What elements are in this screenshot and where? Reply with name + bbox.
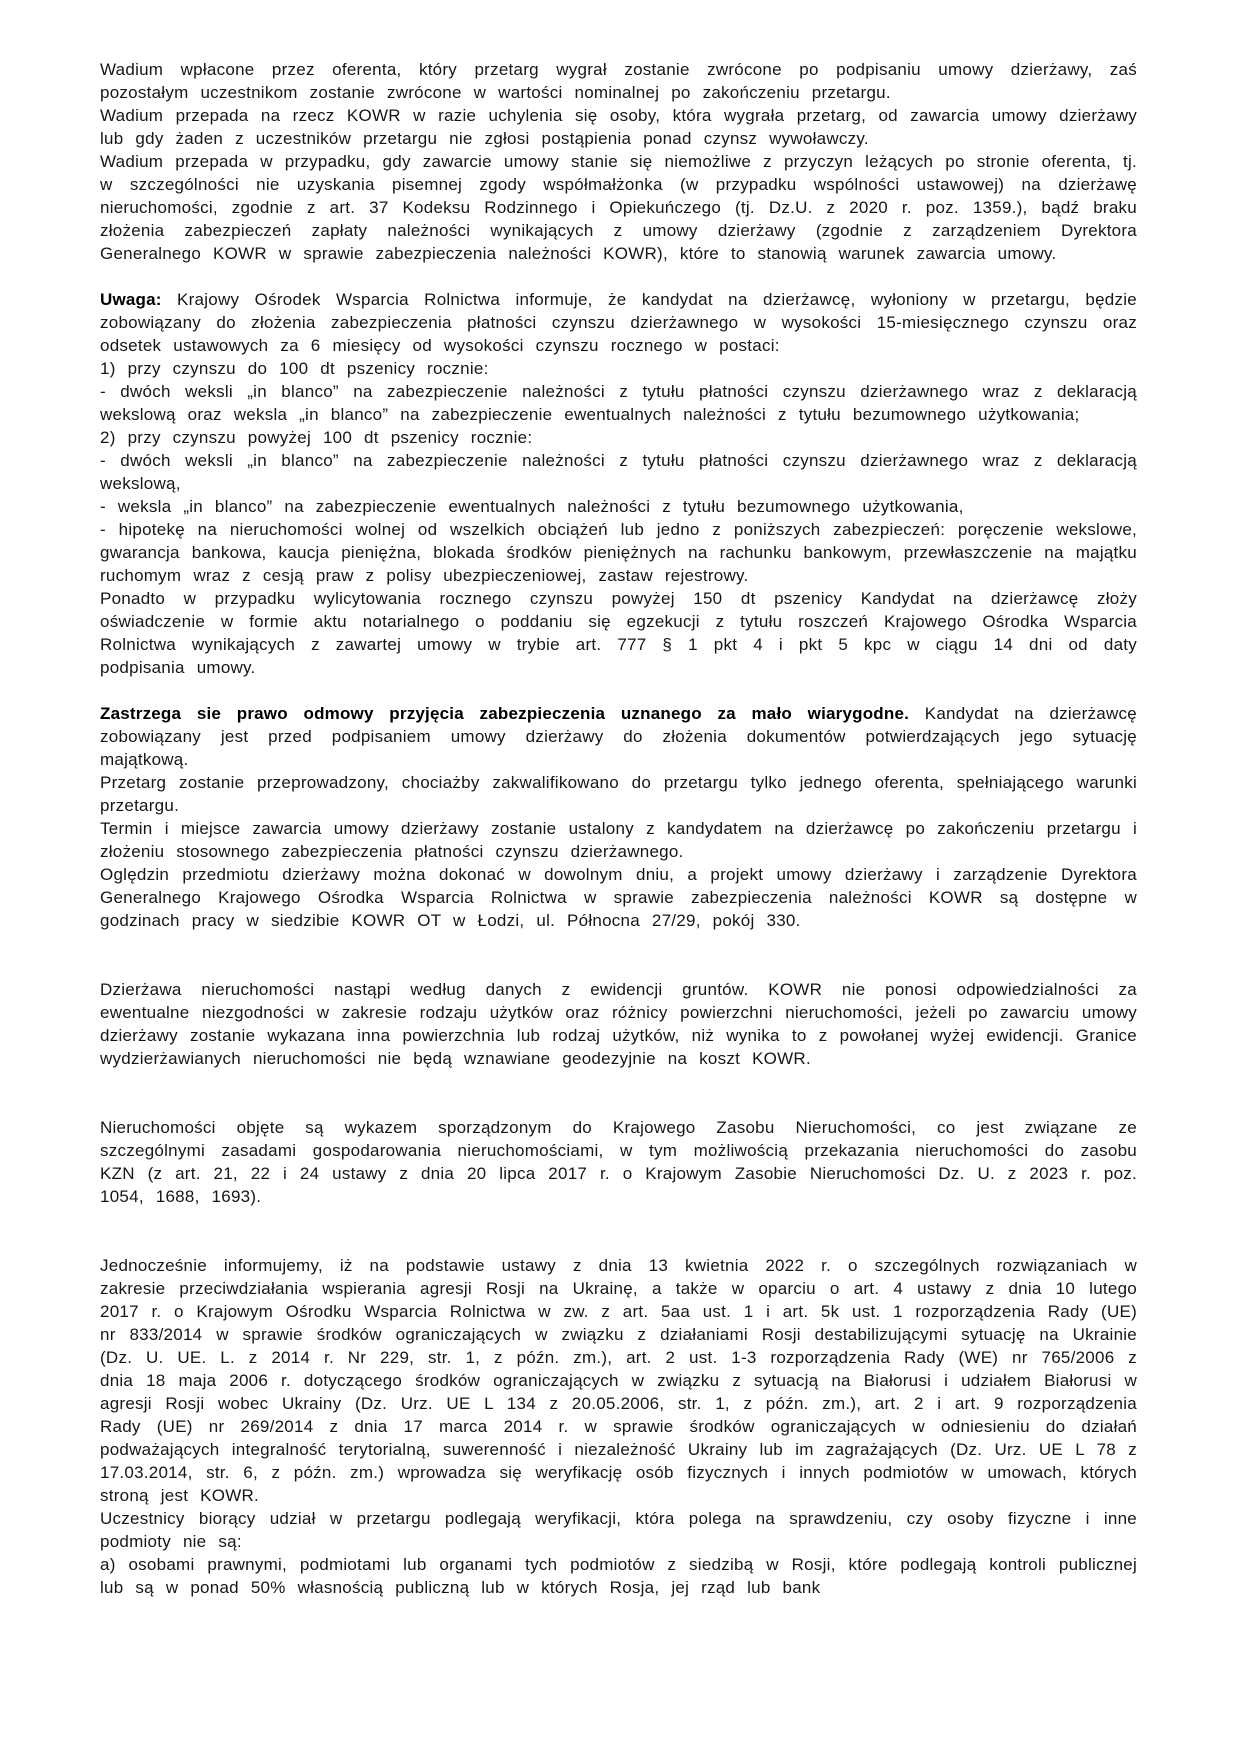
paragraph-inspection-office-lodz: Oględzin przedmiotu dzierżawy można dokonać w dowolnym dniu, a projekt umowy dzierżawy i zarządzenie Dyrektora Generalnego Krajowego Ośrodka Wsparcia Rolnictwa w sprawie zabezpieczenia należności KOWR są dostępne w godzinach pracy w siedzibie KOWR OT w Łodzi, ul. Północna 27/29, pokój 330. [100, 865, 1137, 930]
list-item-mortgage-or-other-security: - hipotekę na nieruchomości wolnej od wszelkich obciążeń lub jedno z poniższych zabezpieczeń: poręczenie wekslowe, gwarancja bankowa, kaucja pieniężna, blokada środków pieniężnych na rachunku bankowym, przewłaszczenie na majątku ruchomym wraz z cesją praw z polisy ubezpieczeniowej, zastaw rejestrowy. [100, 520, 1137, 585]
paragraph-uwaga [100, 288, 1137, 357]
paragraph-notarial-deed-150dt: Ponadto w przypadku wylicytowania rocznego czynszu powyżej 150 dt pszenicy Kandydat na dzierżawcę złoży oświadczenie w formie aktu notarialnego o poddaniu się egzekucji z tytułu roszczeń Krajowego Ośrodka Wsparcia Rolnictwa wynikających z zawartej umowy w trybie art. 777 § 1 pkt 4 i pkt 5 kpc w ciągu 14 dni od daty podpisania umowy. [100, 589, 1137, 677]
paragraph-wadium-returned: Wadium wpłacone przez oferenta, który przetarg wygrał zostanie zwrócone po podpisaniu umowy dzierżawy, zaś pozostałym uczestnikom zostanie zwrócone w wartości nominalnej po zakończeniu przetargu. [100, 60, 1137, 102]
paragraph-zastrzega [100, 702, 1137, 771]
uwaga-label: Uwaga: [100, 290, 162, 309]
zastrzega-bold-lead: Zastrzega sie prawo odmowy przyjęcia zabezpieczenia uznanego za mało wiarygodne. [100, 704, 910, 723]
paragraph-contract-date-place: Termin i miejsce zawarcia umowy dzierżawy zostanie ustalony z kandydatem na dzierżawcę po zakończeniu przetargu i złożeniu stosownego zabezpieczenia płatności czynszu dzierżawnego. [100, 819, 1137, 861]
list-item-rent-up-to-100dt: 1) przy czynszu do 100 dt pszenicy rocznie: [100, 359, 489, 378]
uwaga-text: Krajowy Ośrodek Wsparcia Rolnictwa informuje, że kandydat na dzierżawcę, wyłoniony w przetargu, będzie zobowiązany do złożenia zabezpieczenia płatności czynszu dzierżawnego w wysokości 15-miesięcznego czynszu oraz odsetek ustawowych za 6 miesięcy od wysokości czynszu rocznego w postaci: [100, 290, 1137, 355]
list-item-two-blank-notes-declaration: - dwóch weksli „in blanco” na zabezpieczenie należności z tytułu płatności czynszu dzierżawnego wraz z deklaracją wekslową oraz weksla „in blanco” na zabezpieczenie ewentualnych należności z tytułu bezumownego użytkowania; [100, 382, 1137, 424]
list-item-rent-over-100dt: 2) przy czynszu powyżej 100 dt pszenicy rocznie: [100, 428, 533, 447]
zastrzega-text: Kandydat na dzierżawcę zobowiązany jest przed podpisaniem umowy dzierżawy do złożenia dokumentów potwierdzających jego sytuację majątkową. [100, 704, 1137, 769]
list-item-a-russian-entities: a) osobami prawnymi, podmiotami lub organami tych podmiotów z siedzibą w Rosji, które podlegają kontroli publicznej lub są w ponad 50% własnością publiczną lub w których Rosja, jej rząd lub bank [100, 1555, 1137, 1597]
paragraph-single-bidder: Przetarg zostanie przeprowadzony, chociażby zakwalifikowano do przetargu tylko jednego oferenta, spełniającego warunki przetargu. [100, 773, 1137, 815]
paragraph-wadium-forfeit-kowr: Wadium przepada na rzecz KOWR w razie uchylenia się osoby, która wygrała przetarg, od zawarcia umowy dzierżawy lub gdy żaden z uczestników przetargu nie zgłosi postąpienia ponad czynsz wywoławczy. [100, 106, 1137, 148]
list-item-two-blank-notes: - dwóch weksli „in blanco” na zabezpieczenie należności z tytułu płatności czynszu dzierżawnego wraz z deklaracją wekslową, [100, 451, 1137, 493]
paragraph-sanctions-legal-basis: Jednocześnie informujemy, iż na podstawie ustawy z dnia 13 kwietnia 2022 r. o szczególnych rozwiązaniach w zakresie przeciwdziałania wspierania agresji Rosji na Ukrainę, a także w oparciu o art. 4 ustawy z dnia 10 lutego 2017 r. o Krajowym Ośrodku Wsparcia Rolnictwa w zw. z art. 5aa ust. 1 i art. 5k ust. 1 rozporządzenia Rady (UE) nr 833/2014 w sprawie środków ograniczających w związku z działaniami Rosji destabilizującymi sytuację na Ukrainie (Dz. U. UE. L. z 2014 r. Nr 229, str. 1, z późn. zm.), art. 2 ust. 1-3 rozporządzenia Rady (WE) nr 765/2006 z dnia 18 maja 2006 r. dotyczącego środków ograniczających w związku z sytuacją na Białorusi i udziałem Białorusi w agresji Rosji wobec Ukrainy (Dz. Urz. UE L 134 z 20.05.2006, str. 1, z późn. zm.), art. 2 i art. 9 rozporządzenia Rady (UE) nr 269/2014 z dnia 17 marca 2014 r. w sprawie środków ograniczających w odniesieniu do działań podważających integralność terytorialną, suwerenność i niezależność Ukrainy lub im zagrażających (Dz. Urz. UE L 78 z 17.03.2014, str. 6, z późn. zm.) wprowadza się weryfikację osób fizycznych i innych podmiotów w umowach, których stroną jest KOWR. [100, 1256, 1137, 1505]
paragraph-kzn-resource: Nieruchomości objęte są wykazem sporządzonym do Krajowego Zasobu Nieruchomości, co jest związane ze szczególnymi zasadami gospodarowania nieruchomościami, w tym możliwością przekazania nieruchomości do zasobu KZN (z art. 21, 22 i 24 ustawy z dnia 20 lipca 2017 r. o Krajowym Zasobie Nieruchomości Dz. U. z 2023 r. poz. 1054, 1688, 1693). [100, 1118, 1137, 1206]
paragraph-wadium-forfeit-conditions: Wadium przepada w przypadku, gdy zawarcie umowy stanie się niemożliwe z przyczyn leżących po stronie oferenta, tj. w szczególności nie uzyskania pisemnej zgody współmałżonka (w przypadku wspólności ustawowej) na dzierżawę nieruchomości, zgodnie z art. 37 Kodeksu Rodzinnego i Opiekuńczego (tj. Dz.U. z 2020 r. poz. 1359.), bądź braku złożenia zabezpieczeń zapłaty należności wynikających z umowy dzierżawy (zgodnie z zarządzeniem Dyrektora Generalnego KOWR w sprawie zabezpieczenia należności KOWR), które to stanowią warunek zawarcia umowy. [100, 152, 1137, 263]
paragraph-participants-verification: Uczestnicy biorący udział w przetargu podlegają weryfikacji, która polega na sprawdzeniu, czy osoby fizyczne i inne podmioty nie są: [100, 1509, 1137, 1551]
list-item-blank-note-usage: - weksla „in blanco” na zabezpieczenie ewentualnych należności z tytułu bezumownego użytkowania, [100, 497, 964, 516]
paragraph-land-registry-data: Dzierżawa nieruchomości nastąpi według danych z ewidencji gruntów. KOWR nie ponosi odpowiedzialności za ewentualne niezgodności w zakresie rodzaju użytków oraz różnicy powierzchni nieruchomości, jeżeli po zawarciu umowy dzierżawy zostanie wykazana inna powierzchnia lub rodzaj użytków, niż wynika to z powołanej wyżej ewidencji. Granice wydzierżawianych nieruchomości nie będą wznawiane geodezyjnie na koszt KOWR. [100, 980, 1137, 1068]
